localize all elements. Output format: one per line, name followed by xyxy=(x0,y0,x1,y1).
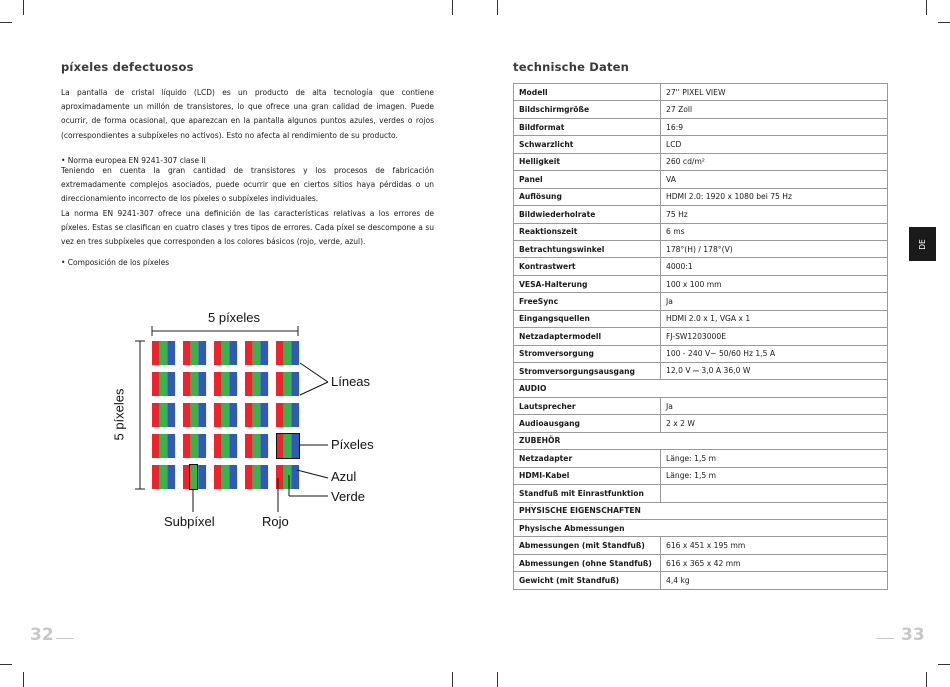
subpixel-cell xyxy=(229,372,237,396)
spec-key: Panel xyxy=(514,171,661,188)
page-number-rule xyxy=(56,638,74,639)
spec-section-header: ZUBEHÖR xyxy=(514,432,888,449)
bullet-norm: • Norma europea EN 9241-307 clase II xyxy=(61,156,206,165)
crop-mark xyxy=(497,672,498,687)
spec-key: Helligkeit xyxy=(514,153,661,170)
side-dimension-label: 5 píxeles xyxy=(111,388,127,441)
top-dimension-label: 5 píxeles xyxy=(208,310,261,325)
subpixel-cell xyxy=(160,372,168,396)
spec-key: Reaktionszeit xyxy=(514,223,661,240)
pixeles-label: Píxeles xyxy=(331,437,374,452)
spec-value: 100 - 240 V~ 50/60 Hz 1,5 A xyxy=(661,345,888,362)
spec-value: 6 ms xyxy=(661,223,888,240)
spec-row xyxy=(514,206,888,223)
spec-value: Ja xyxy=(661,397,888,414)
subpixel-cell xyxy=(191,434,199,458)
subpixel-cell xyxy=(152,403,160,427)
subpixel-cell xyxy=(229,434,237,458)
spec-row xyxy=(514,502,888,519)
spec-row xyxy=(514,467,888,484)
subpixel-cell xyxy=(229,403,237,427)
subpixel-cell xyxy=(245,465,253,489)
rojo-label: Rojo xyxy=(262,514,289,529)
subpixel-cell xyxy=(152,372,160,396)
page-number-rule xyxy=(876,638,894,639)
spec-key: Stromversorgungsausgang xyxy=(514,363,661,380)
spec-section-header: AUDIO xyxy=(514,380,888,397)
spec-row xyxy=(514,310,888,327)
spec-value: 2 x 2 W xyxy=(661,415,888,432)
subpixel-cell xyxy=(253,434,261,458)
spec-value: 178°(H) / 178°(V) xyxy=(661,240,888,257)
spec-row xyxy=(514,118,888,135)
subpixel-cell xyxy=(284,434,292,458)
spec-value: 16:9 xyxy=(661,118,888,135)
subpixel-cell xyxy=(222,465,230,489)
spec-row xyxy=(514,485,888,502)
crop-mark xyxy=(926,672,927,687)
subpixel-cell xyxy=(214,434,222,458)
spec-value: 27 Zoll xyxy=(661,101,888,118)
spec-value: 260 cd/m² xyxy=(661,153,888,170)
language-tab xyxy=(909,227,936,261)
subpixel-cell xyxy=(284,403,292,427)
subpixel-cell xyxy=(183,372,191,396)
spec-section-header: PHYSISCHE EIGENSCHAFTEN xyxy=(514,502,888,519)
spec-row xyxy=(514,171,888,188)
subpixel-cell xyxy=(245,434,253,458)
subpixel-cell xyxy=(291,465,299,489)
crop-mark xyxy=(497,0,498,15)
spec-value: FJ-SW1203000E xyxy=(661,328,888,345)
subpixel-cell xyxy=(291,403,299,427)
spec-key: Lautsprecher xyxy=(514,397,661,414)
lineas-label: Líneas xyxy=(331,374,371,389)
subpixel-cell xyxy=(167,372,175,396)
subpixel-cell xyxy=(276,341,284,365)
subpixel-cell xyxy=(276,372,284,396)
spec-row xyxy=(514,240,888,257)
crop-mark xyxy=(926,0,927,15)
azul-leader xyxy=(297,470,328,478)
subpixel-cell xyxy=(276,403,284,427)
subpixel-cell xyxy=(191,372,199,396)
spec-value: 75 Hz xyxy=(661,206,888,223)
paragraph-norm-definition: La norma EN 9241-307 ofrece una definición de las características relativas a los errores de píxeles. Estas se clasifican en cuatro clases y tres tipos de errores. Cada píxel se descompone a su vez en tres subpíxeles que corresponden a los colores básicos (rojo, verde, azul). xyxy=(61,208,434,247)
spec-row xyxy=(514,363,888,380)
spec-value: HDMI 2.0 x 1, VGA x 1 xyxy=(661,310,888,327)
subpixel-cell xyxy=(198,434,206,458)
spec-row xyxy=(514,554,888,571)
pixel-grid xyxy=(152,341,299,489)
spec-value: LCD xyxy=(661,136,888,153)
subpixel-cell xyxy=(260,372,268,396)
subpixel-cell xyxy=(167,434,175,458)
subpixel-cell xyxy=(245,403,253,427)
page-number: 33 xyxy=(901,625,925,645)
subpixel-cell xyxy=(191,403,199,427)
verde-label: Verde xyxy=(331,489,365,504)
subpixel-cell xyxy=(160,465,168,489)
subpixel-cell xyxy=(198,372,206,396)
spec-key: Netzadaptermodell xyxy=(514,328,661,345)
spec-row xyxy=(514,415,888,432)
subpixel-cell xyxy=(183,434,191,458)
subpixel-cell xyxy=(198,403,206,427)
subpixel-cell xyxy=(167,403,175,427)
spec-row xyxy=(514,188,888,205)
spec-key: Bildschirmgröße xyxy=(514,101,661,118)
subpixel-cell xyxy=(198,465,206,489)
page-title: píxeles defectuosos xyxy=(61,60,194,74)
spec-row xyxy=(514,275,888,292)
spec-key: Gewicht (mit Standfuß) xyxy=(514,572,661,589)
spec-value: 12,0 V ⎓ 3,0 A 36,0 W xyxy=(661,363,888,380)
spec-table xyxy=(513,83,888,590)
spec-value: 4000:1 xyxy=(661,258,888,275)
spec-row xyxy=(514,537,888,554)
spec-key: Bildformat xyxy=(514,118,661,135)
spec-key: Auflösung xyxy=(514,188,661,205)
spec-section-header: Physische Abmessungen xyxy=(514,519,888,536)
azul-label: Azul xyxy=(331,469,357,484)
spec-row xyxy=(514,258,888,275)
subpixel-cell xyxy=(245,372,253,396)
spec-key: Kontrastwert xyxy=(514,258,661,275)
subpixel-cell xyxy=(152,465,160,489)
spec-value: 27'' PIXEL VIEW xyxy=(661,84,888,101)
spec-key: Schwarzlicht xyxy=(514,136,661,153)
subpixel-cell xyxy=(276,434,284,458)
spec-row xyxy=(514,432,888,449)
spec-key: Abmessungen (ohne Standfuß) xyxy=(514,554,661,571)
lineas-leader xyxy=(300,382,328,395)
spec-key: Betrachtungswinkel xyxy=(514,240,661,257)
subpixel-cell xyxy=(284,465,292,489)
subpixel-cell xyxy=(160,341,168,365)
subpixel-cell xyxy=(260,403,268,427)
subpixel-cell xyxy=(160,434,168,458)
spec-key: FreeSync xyxy=(514,293,661,310)
spec-row xyxy=(514,293,888,310)
spec-row xyxy=(514,223,888,240)
bullet-composition: • Composición de los píxeles xyxy=(61,258,170,267)
spec-value: Länge: 1,5 m xyxy=(661,450,888,467)
spec-key: Bildwiederholrate xyxy=(514,206,661,223)
subpixel-cell xyxy=(167,465,175,489)
subpixel-cell xyxy=(291,434,299,458)
subpixel-cell xyxy=(183,403,191,427)
subpixel-cell xyxy=(245,341,253,365)
spec-key: Stromversorgung xyxy=(514,345,661,362)
spec-value: 4,4 kg xyxy=(661,572,888,589)
spec-key: VESA-Halterung xyxy=(514,275,661,292)
subpixel-cell xyxy=(183,341,191,365)
subpixel-cell xyxy=(222,341,230,365)
subpixel-cell xyxy=(152,434,160,458)
spec-key: Standfuß mit Einrastfunktion xyxy=(514,485,661,502)
subpixel-cell xyxy=(253,372,261,396)
subpixel-cell xyxy=(214,372,222,396)
subpixel-cell xyxy=(253,403,261,427)
spec-value: 616 x 365 x 42 mm xyxy=(661,554,888,571)
spec-key: Modell xyxy=(514,84,661,101)
subpixel-cell xyxy=(229,465,237,489)
crop-mark xyxy=(938,664,950,665)
spec-row xyxy=(514,101,888,118)
spec-key: Netzadapter xyxy=(514,450,661,467)
spec-value: Länge: 1,5 m xyxy=(661,467,888,484)
subpixel-cell xyxy=(229,341,237,365)
spec-row xyxy=(514,84,888,101)
subpixel-cell xyxy=(191,341,199,365)
spec-title: technische Daten xyxy=(513,60,630,74)
spec-row xyxy=(514,153,888,170)
subpixel-cell xyxy=(214,341,222,365)
subpixel-cell xyxy=(222,434,230,458)
paragraph-lcd: La pantalla de cristal líquido (LCD) es un producto de alta tecnología que contiene aproximadamente un millón de transistores, lo que ofrece una gran calidad de imagen. Puede ocurrir, de forma ocasional, que aparezcan en la pantalla algunos puntos azules, verdes o rojos (correspondientes a subpíxeles no activos). Esto no afecta al rendimiento de su producto. xyxy=(61,88,434,140)
subpixel-cell xyxy=(276,465,284,489)
language-tab-label: DE xyxy=(917,238,927,250)
subpixel-cell xyxy=(260,434,268,458)
spec-key: Audioausgang xyxy=(514,415,661,432)
subpixel-cell xyxy=(253,465,261,489)
lineas-leader xyxy=(300,363,328,382)
page-number: 32 xyxy=(30,625,54,645)
spec-key: HDMI-Kabel xyxy=(514,467,661,484)
subpixel-cell xyxy=(284,341,292,365)
subpixel-cell xyxy=(167,341,175,365)
spec-value: 100 x 100 mm xyxy=(661,275,888,292)
subpixel-cell xyxy=(222,403,230,427)
subpixel-cell xyxy=(253,341,261,365)
spec-key: Abmessungen (mit Standfuß) xyxy=(514,537,661,554)
subpixel-cell xyxy=(291,341,299,365)
spec-row xyxy=(514,380,888,397)
spec-row xyxy=(514,328,888,345)
spec-row xyxy=(514,519,888,536)
subpixel-cell xyxy=(291,372,299,396)
subpixel-cell xyxy=(214,465,222,489)
spec-row xyxy=(514,136,888,153)
subpixel-cell xyxy=(260,341,268,365)
spec-row xyxy=(514,397,888,414)
subpixel-cell xyxy=(160,403,168,427)
subpixel-label: Subpíxel xyxy=(164,514,215,529)
spec-value: 616 x 451 x 195 mm xyxy=(661,537,888,554)
spec-value: HDMI 2.0: 1920 x 1080 bei 75 Hz xyxy=(661,188,888,205)
subpixel-cell xyxy=(152,341,160,365)
spec-row xyxy=(514,572,888,589)
spec-value: VA xyxy=(661,171,888,188)
crop-mark xyxy=(938,22,950,23)
spec-row xyxy=(514,450,888,467)
spec-value: Ja xyxy=(661,293,888,310)
subpixel-cell xyxy=(198,341,206,365)
spec-key: Eingangsquellen xyxy=(514,310,661,327)
subpixel-cell xyxy=(222,372,230,396)
spec-value xyxy=(661,485,888,502)
subpixel-cell xyxy=(214,403,222,427)
paragraph-transistors: Teniendo en cuenta la gran cantidad de transistores y los procesos de fabricación extremadamente complejos asociados, puede ocurrir que en ciertos sitios haya pérdidas o un direccionamiento incorrecto de los píxeles o subpíxeles individuales. xyxy=(61,166,434,204)
spec-row xyxy=(514,345,888,362)
subpixel-cell xyxy=(284,372,292,396)
subpixel-cell xyxy=(260,465,268,489)
